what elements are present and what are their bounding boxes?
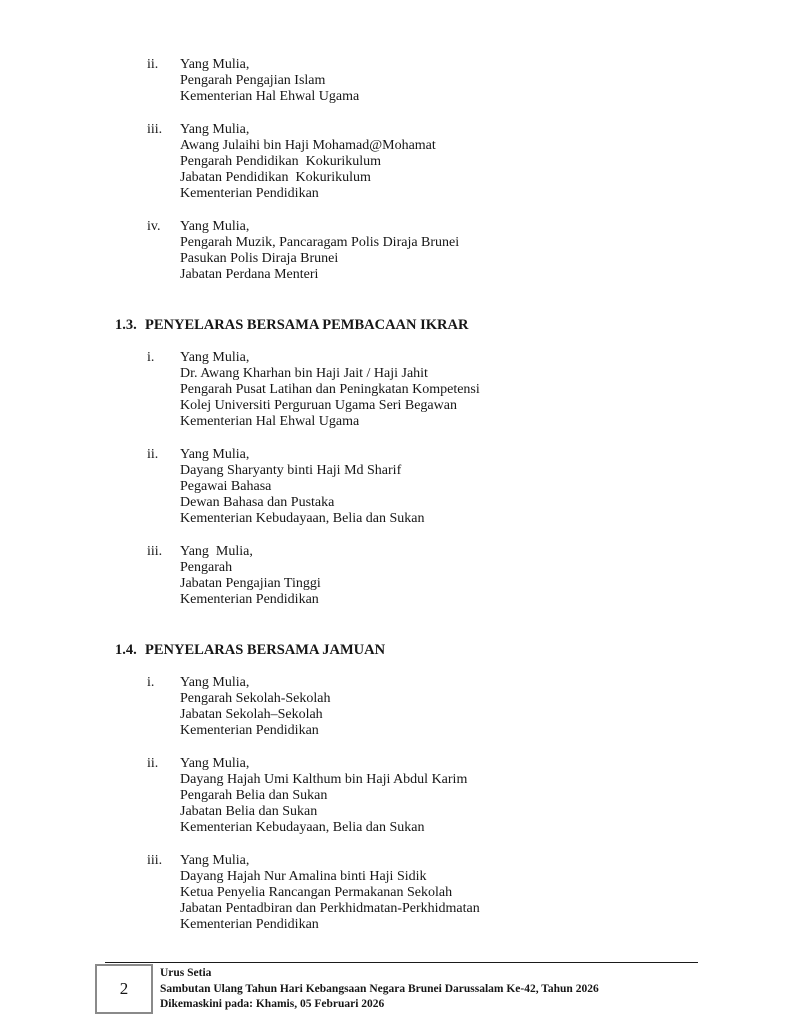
list-item-numeral: iv. bbox=[147, 219, 161, 234]
text-line: Jabatan Sekolah–Sekolah bbox=[180, 707, 323, 722]
list-item bbox=[115, 675, 731, 739]
footer-divider bbox=[105, 962, 698, 963]
list-item-numeral: iii. bbox=[147, 544, 163, 559]
list-item-lines bbox=[180, 756, 731, 836]
text-line: Yang Mulia, bbox=[180, 675, 250, 690]
list-item-lines bbox=[180, 447, 731, 527]
text-line: Dr. Awang Kharhan bin Haji Jait / Haji Jahit bbox=[180, 366, 428, 381]
text-line: Dayang Sharyanty binti Haji Md Sharif bbox=[180, 463, 402, 478]
list-item bbox=[115, 447, 731, 527]
text-line: Yang Mulia, bbox=[180, 447, 250, 462]
section bbox=[115, 317, 731, 608]
page-number: 2 bbox=[119, 979, 129, 998]
text-line: Yang Mulia, bbox=[180, 544, 253, 559]
text-line: Kementerian Pendidikan bbox=[180, 723, 319, 738]
list-item bbox=[115, 853, 731, 933]
list-item-lines bbox=[180, 219, 731, 283]
list-item-numeral: i. bbox=[147, 675, 155, 690]
section-title: PENYELARAS BERSAMA PEMBACAAN IKRAR bbox=[145, 317, 469, 333]
section-heading bbox=[115, 317, 731, 333]
text-line: Kementerian Kebudayaan, Belia dan Sukan bbox=[180, 511, 425, 526]
list-item-lines bbox=[180, 57, 731, 105]
list-item-lines bbox=[180, 122, 731, 202]
footer-updated-date: Dikemaskini pada: Khamis, 05 Februari 2026 bbox=[160, 998, 385, 1010]
text-line: Kementerian Hal Ehwal Ugama bbox=[180, 414, 360, 429]
text-line: Yang Mulia, bbox=[180, 853, 250, 868]
footer-event-title: Sambutan Ulang Tahun Hari Kebangsaan Negara Brunei Darussalam Ke-42, Tahun 2026 bbox=[160, 982, 599, 995]
list-item-numeral: ii. bbox=[147, 57, 159, 72]
list-item bbox=[115, 756, 731, 836]
section-number: 1.3. bbox=[115, 317, 137, 333]
list-item-numeral: ii. bbox=[147, 447, 159, 462]
text-line: Dayang Hajah Nur Amalina binti Haji Sidik bbox=[180, 869, 427, 884]
list-item-lines bbox=[180, 350, 731, 430]
text-line: Pengarah Sekolah-Sekolah bbox=[180, 691, 331, 706]
list-item bbox=[115, 350, 731, 430]
text-line: Pasukan Polis Diraja Brunei bbox=[180, 251, 339, 266]
text-line: Jabatan Pengajian Tinggi bbox=[180, 576, 321, 591]
text-line: Kolej Universiti Perguruan Ugama Seri Begawan bbox=[180, 398, 457, 413]
list-item-numeral: ii. bbox=[147, 756, 159, 771]
text-line: Pegawai Bahasa bbox=[180, 479, 272, 494]
text-line: Kementerian Pendidikan bbox=[180, 917, 319, 932]
text-line: Jabatan Perdana Menteri bbox=[180, 267, 319, 282]
list-item-lines bbox=[180, 853, 731, 933]
list-item-numeral: iii. bbox=[147, 853, 163, 868]
text-line: Yang Mulia, bbox=[180, 756, 250, 771]
list-item bbox=[115, 544, 731, 608]
list-item-numeral: iii. bbox=[147, 122, 163, 137]
footer-block bbox=[160, 966, 599, 1013]
text-line: Pengarah bbox=[180, 560, 233, 575]
text-line: Jabatan Pendidikan Kokurikulum bbox=[180, 170, 371, 185]
list-item bbox=[115, 219, 731, 283]
list-item bbox=[115, 122, 731, 202]
text-line: Yang Mulia, bbox=[180, 350, 250, 365]
section bbox=[115, 642, 731, 933]
text-line: Kementerian Kebudayaan, Belia dan Sukan bbox=[180, 820, 425, 835]
section-title: PENYELARAS BERSAMA JAMUAN bbox=[145, 642, 386, 658]
text-line: Dayang Hajah Umi Kalthum bin Haji Abdul Karim bbox=[180, 772, 468, 787]
text-line: Pengarah Pusat Latihan dan Peningkatan Kompetensi bbox=[180, 382, 480, 397]
text-line: Jabatan Belia dan Sukan bbox=[180, 804, 318, 819]
page-number-box bbox=[95, 964, 153, 1014]
text-line: Kementerian Pendidikan bbox=[180, 186, 319, 201]
text-line: Kementerian Pendidikan bbox=[180, 592, 319, 607]
text-line: Jabatan Pentadbiran dan Perkhidmatan-Perkhidmatan bbox=[180, 901, 480, 916]
text-line: Yang Mulia, bbox=[180, 57, 250, 72]
section-heading bbox=[115, 642, 731, 658]
text-line: Ketua Penyelia Rancangan Permakanan Sekolah bbox=[180, 885, 453, 900]
text-line: Pengarah Muzik, Pancaragam Polis Diraja Brunei bbox=[180, 235, 460, 250]
section-number: 1.4. bbox=[115, 642, 137, 658]
text-line: Dewan Bahasa dan Pustaka bbox=[180, 495, 335, 510]
document-content bbox=[115, 57, 731, 933]
text-line: Yang Mulia, bbox=[180, 122, 250, 137]
footer-org-name: Urus Setia bbox=[160, 967, 212, 979]
text-line: Pengarah Belia dan Sukan bbox=[180, 788, 328, 803]
text-line: Yang Mulia, bbox=[180, 219, 250, 234]
text-line: Pengarah Pendidikan Kokurikulum bbox=[180, 154, 382, 169]
text-line: Awang Julaihi bin Haji Mohamad@Mohamat bbox=[180, 138, 436, 153]
text-line: Kementerian Hal Ehwal Ugama bbox=[180, 89, 360, 104]
list-item-lines bbox=[180, 544, 731, 608]
text-line: Pengarah Pengajian Islam bbox=[180, 73, 326, 88]
section bbox=[115, 57, 731, 283]
list-item-lines bbox=[180, 675, 731, 739]
list-item bbox=[115, 57, 731, 105]
list-item-numeral: i. bbox=[147, 350, 155, 365]
